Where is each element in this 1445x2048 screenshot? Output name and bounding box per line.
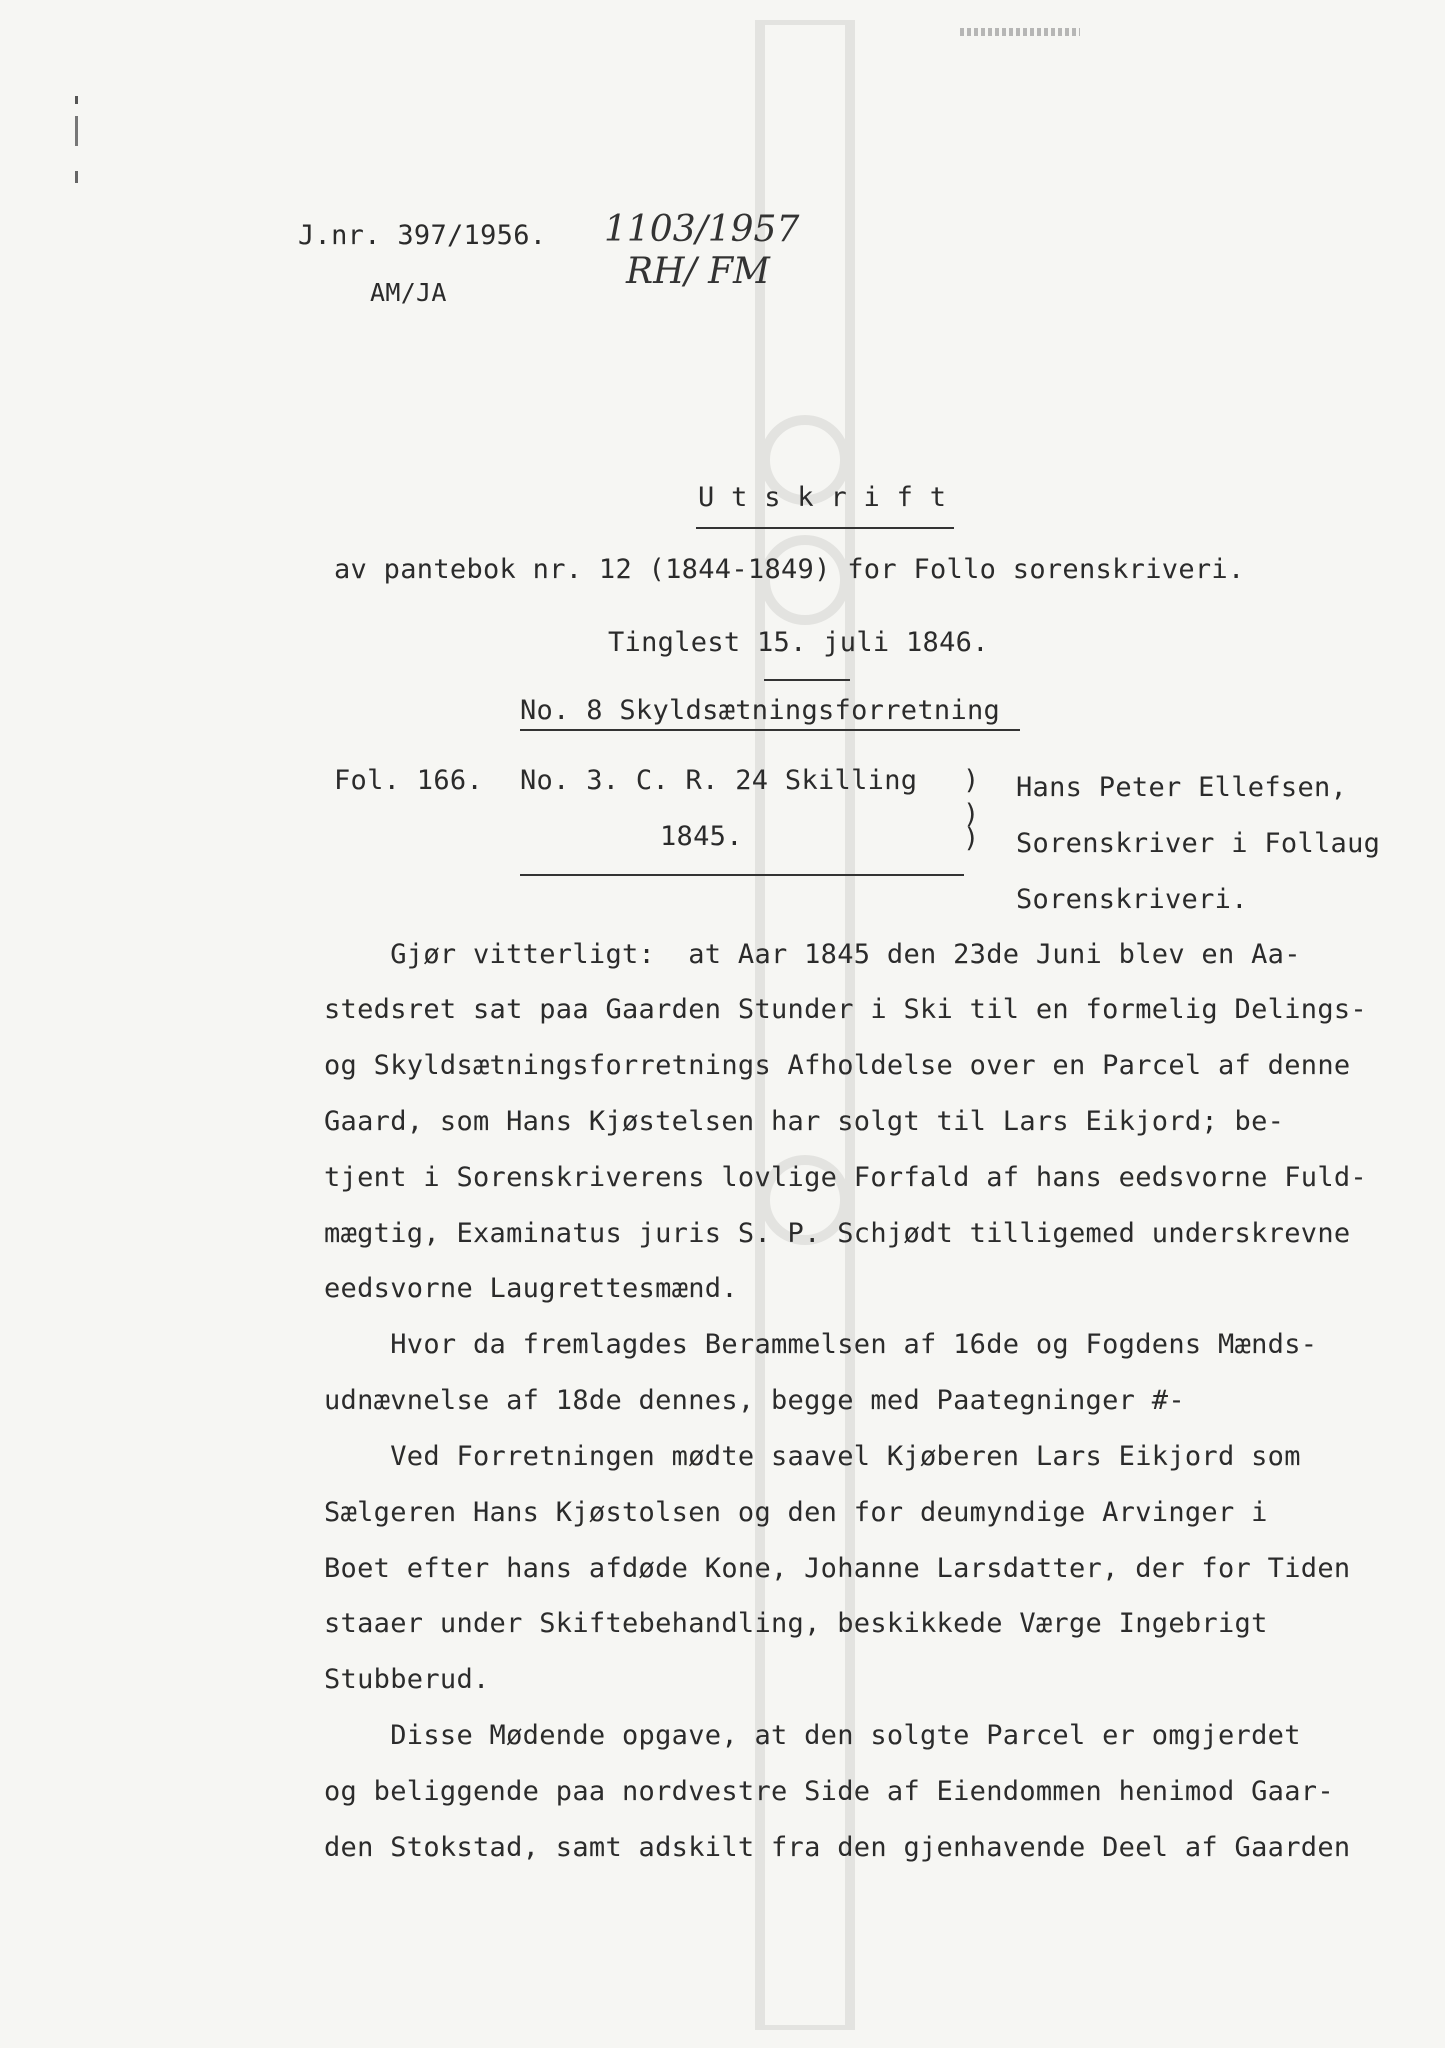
signer-line-1: Hans Peter Ellefsen, xyxy=(1016,772,1348,803)
body-line-5: tjent i Sorenskriverens lovlige Forfald af hans eedsvorne Fuld- xyxy=(324,1162,1367,1193)
short-rule xyxy=(764,679,850,681)
bracket-1: ) xyxy=(963,765,980,796)
signer-line-2: Sorenskriver i Follaug xyxy=(1016,828,1381,859)
top-stamp-mark xyxy=(960,28,1080,36)
body-line-8: Hvor da fremlagdes Berammelsen af 16de og Fogdens Mænds- xyxy=(324,1329,1318,1360)
initials: AM/JA xyxy=(370,278,447,307)
body-line-16: og beliggende paa nordvestre Side af Eiendommen henimod Gaar- xyxy=(324,1776,1334,1807)
handwritten-initials: RH/ FM xyxy=(626,251,770,292)
registration-date: Tinglest 15. juli 1846. xyxy=(608,627,989,658)
title-underline xyxy=(696,527,954,529)
body-line-9: udnævnelse af 18de dennes, begge med Paategninger #- xyxy=(324,1385,1185,1416)
body-line-10: Ved Forretningen mødte saavel Kjøberen Lars Eikjord som xyxy=(324,1441,1301,1472)
bracket-2: ) xyxy=(963,799,980,830)
edge-mark xyxy=(74,96,80,186)
body-line-3: og Skyldsætningsforretnings Afholdelse over en Parcel af denne xyxy=(324,1050,1351,1081)
signer-line-3: Sorenskriveri. xyxy=(1016,884,1248,915)
body-line-12: Boet efter hans afdøde Kone, Johanne Larsdatter, der for Tiden xyxy=(324,1553,1351,1584)
body-line-2: stedsret sat paa Gaarden Stunder i Ski til en formelig Delings- xyxy=(324,994,1367,1025)
body-line-13: staaer under Skiftebehandling, beskikkede Værge Ingebrigt xyxy=(324,1608,1268,1639)
journal-number: J.nr. 397/1956. xyxy=(298,220,547,251)
body-line-7: eedsvorne Laugrettesmænd. xyxy=(324,1273,738,1304)
body-line-15: Disse Mødende opgave, at den solgte Parcel er omgjerdet xyxy=(324,1720,1301,1751)
folio-reference: Fol. 166. xyxy=(334,765,483,796)
body-line-14: Stubberud. xyxy=(324,1664,490,1695)
section-title: No. 8 Skyldsætningsforretning xyxy=(520,695,1001,726)
document-title: U t s k r i f t xyxy=(698,482,947,513)
document-subtitle: av pantebok nr. 12 (1844-1849) for Follo sorenskriveri. xyxy=(334,554,1245,585)
body-line-1: Gjør vitterligt: at Aar 1845 den 23de Juni blev en Aa- xyxy=(324,939,1301,970)
bracket-3: ) xyxy=(963,823,980,854)
reference-year: 1845. xyxy=(660,821,743,852)
body-line-11: Sælgeren Hans Kjøstolsen og den for deumyndige Arvinger i xyxy=(324,1497,1268,1528)
reference-rule xyxy=(520,874,964,876)
body-line-4: Gaard, som Hans Kjøstelsen har solgt til Lars Eikjord; be- xyxy=(324,1106,1285,1137)
item-reference: No. 3. C. R. 24 Skilling xyxy=(520,765,918,796)
body-line-6: mægtig, Examinatus juris S. P. Schjødt tilligemed underskrevne xyxy=(324,1218,1351,1249)
body-line-17: den Stokstad, samt adskilt fra den gjenhavende Deel af Gaarden xyxy=(324,1832,1351,1863)
section-title-underline xyxy=(520,729,1020,731)
handwritten-number: 1103/1957 xyxy=(604,209,800,250)
